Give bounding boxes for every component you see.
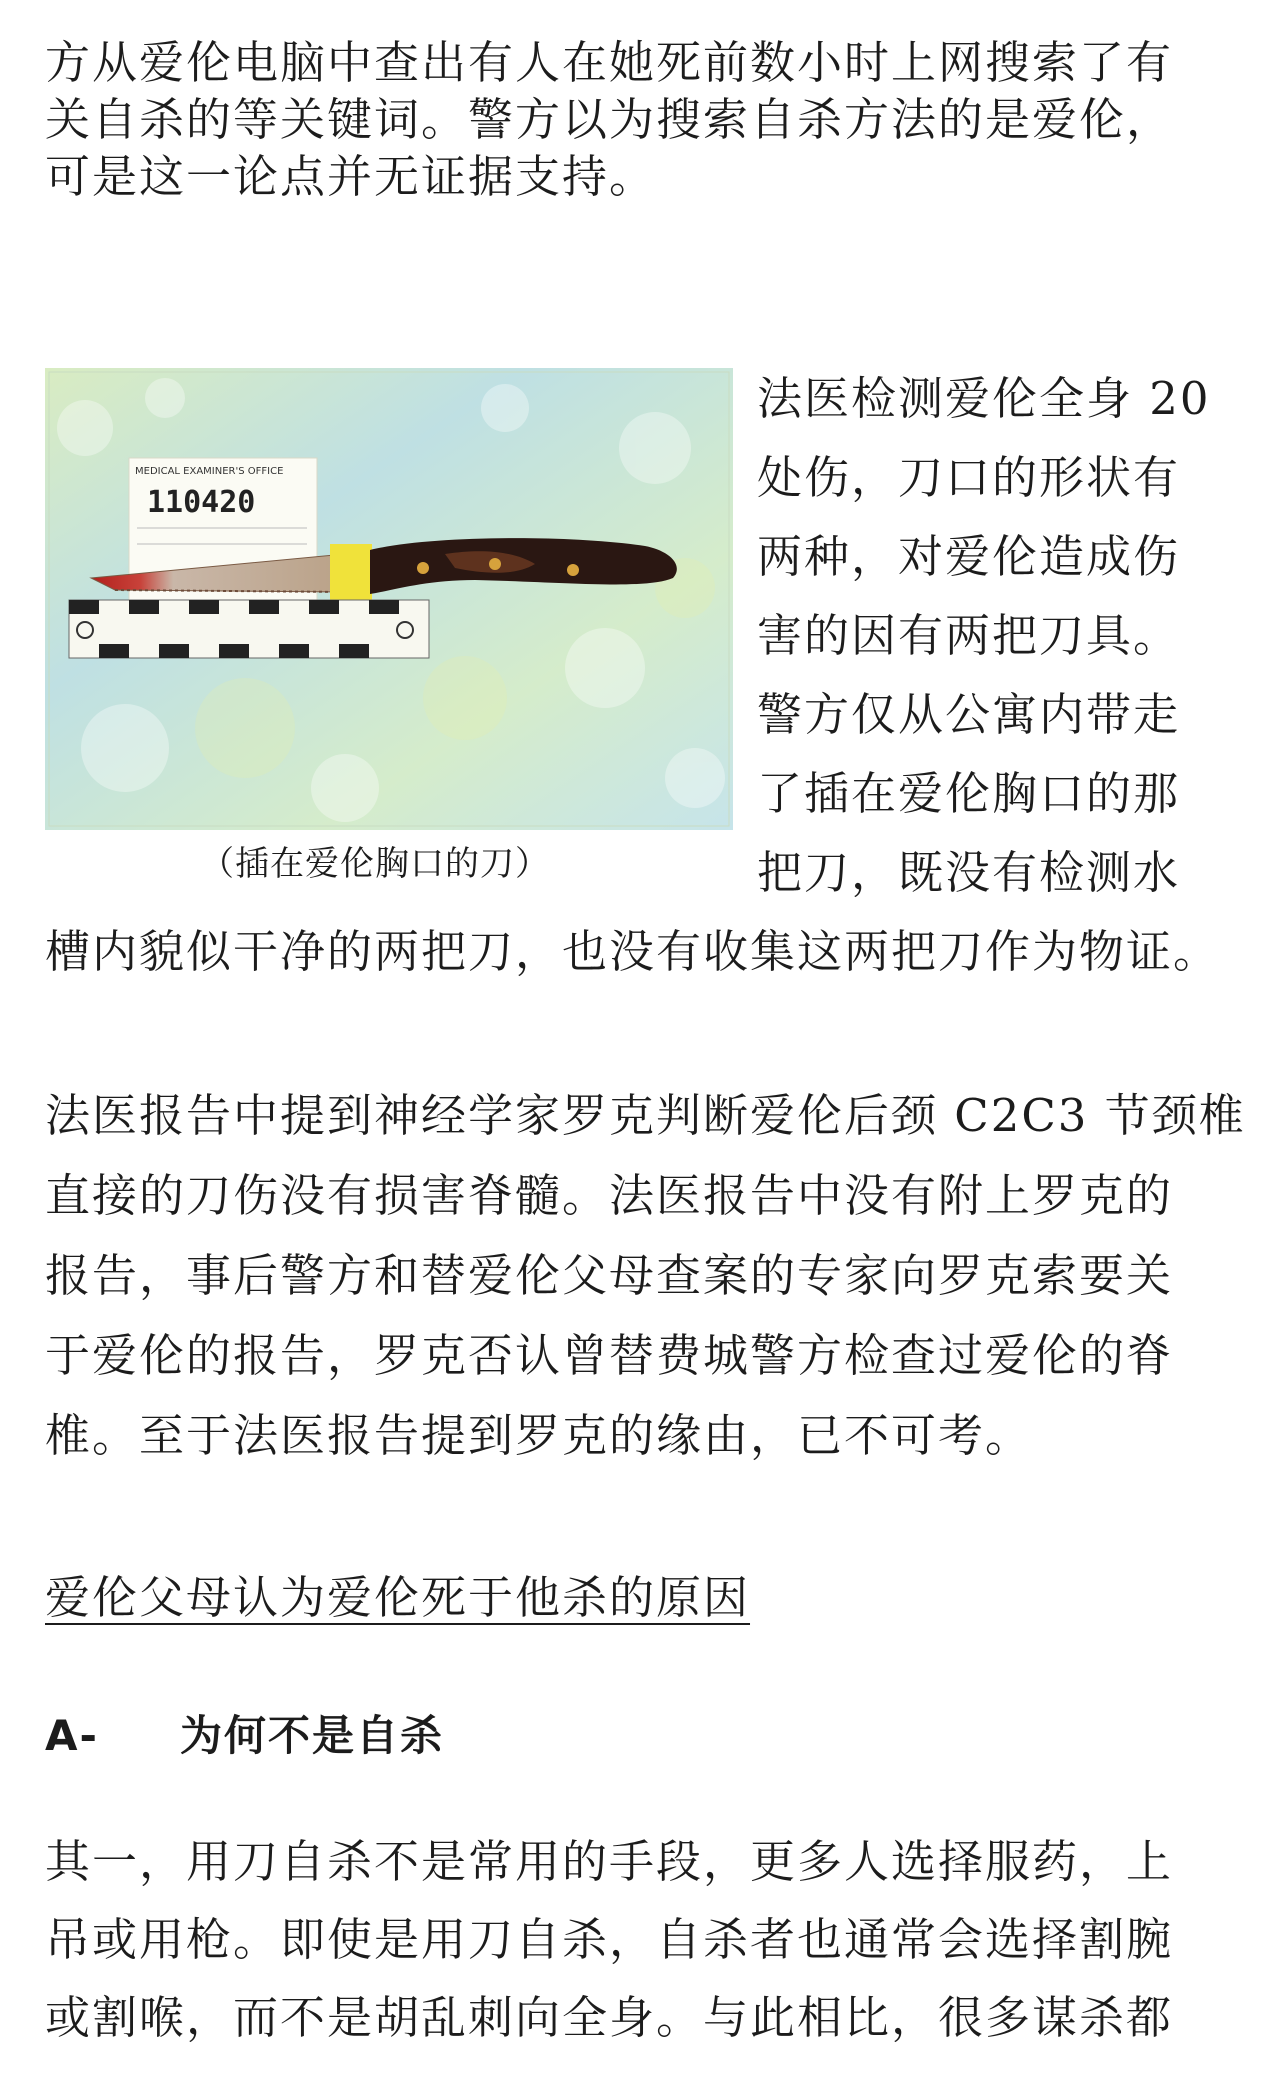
- paragraph-3-line-1: 法医报告中提到神经学家罗克判断爱伦后颈 C2C3 节颈椎: [45, 1089, 1246, 1142]
- paragraph-4-line-2: 吊或用枪。即使是用刀自杀，自杀者也通常会选择割腕: [45, 1913, 1174, 1966]
- subheading-marker: A-: [45, 1711, 99, 1760]
- paragraph-2-side-line-5: 警方仅从公寓内带走: [757, 688, 1181, 741]
- paragraph-3-line-5: 椎。至于法医报告提到罗克的缘由，已不可考。: [45, 1409, 1033, 1462]
- scale-ruler: [69, 600, 429, 658]
- paragraph-4-line-3: 或割喉，而不是胡乱刺向全身。与此相比，很多谋杀都: [45, 1991, 1174, 2044]
- paragraph-3-line-2: 直接的刀伤没有损害脊髓。法医报告中没有附上罗克的: [45, 1169, 1174, 1222]
- paragraph-1-line-1: 方从爱伦电脑中查出有人在她死前数小时上网搜索了有: [45, 36, 1174, 89]
- paragraph-2-side-line-1: 法医检测爱伦全身 20: [757, 372, 1211, 425]
- paragraph-2-side-line-2: 处伤，刀口的形状有: [757, 451, 1181, 504]
- paragraph-2-side-line-3: 两种，对爱伦造成伤: [757, 530, 1181, 583]
- paragraph-2-full-line: 槽内貌似干净的两把刀，也没有收集这两把刀作为物证。: [45, 925, 1221, 978]
- paragraph-3-line-3: 报告，事后警方和替爱伦父母查案的专家向罗克索要关: [45, 1249, 1174, 1302]
- evidence-tag-number: 110420: [147, 485, 256, 520]
- paragraph-2-side-line-6: 了插在爱伦胸口的那: [757, 767, 1181, 820]
- paragraph-2-side-line-4: 害的因有两把刀具。: [757, 609, 1181, 662]
- evidence-tag-label: MEDICAL EXAMINER'S OFFICE: [135, 466, 284, 477]
- paragraph-3-line-4: 于爱伦的报告，罗克否认曾替费城警方检查过爱伦的脊: [45, 1329, 1174, 1382]
- figure-caption: （插在爱伦胸口的刀）: [200, 844, 550, 884]
- evidence-knife-photo: [45, 368, 733, 830]
- paragraph-4-line-1: 其一，用刀自杀不是常用的手段，更多人选择服药，上: [45, 1835, 1174, 1888]
- subheading-title: 为何不是自杀: [180, 1711, 445, 1760]
- section-heading: 爱伦父母认为爱伦死于他杀的原因: [45, 1571, 751, 1624]
- paragraph-1-line-3: 可是这一论点并无证据支持。: [45, 150, 657, 203]
- paragraph-2-side-line-7: 把刀，既没有检测水: [757, 846, 1181, 899]
- paragraph-1-line-2: 关自杀的等关键词。警方以为搜索自杀方法的是爱伦，: [45, 93, 1174, 146]
